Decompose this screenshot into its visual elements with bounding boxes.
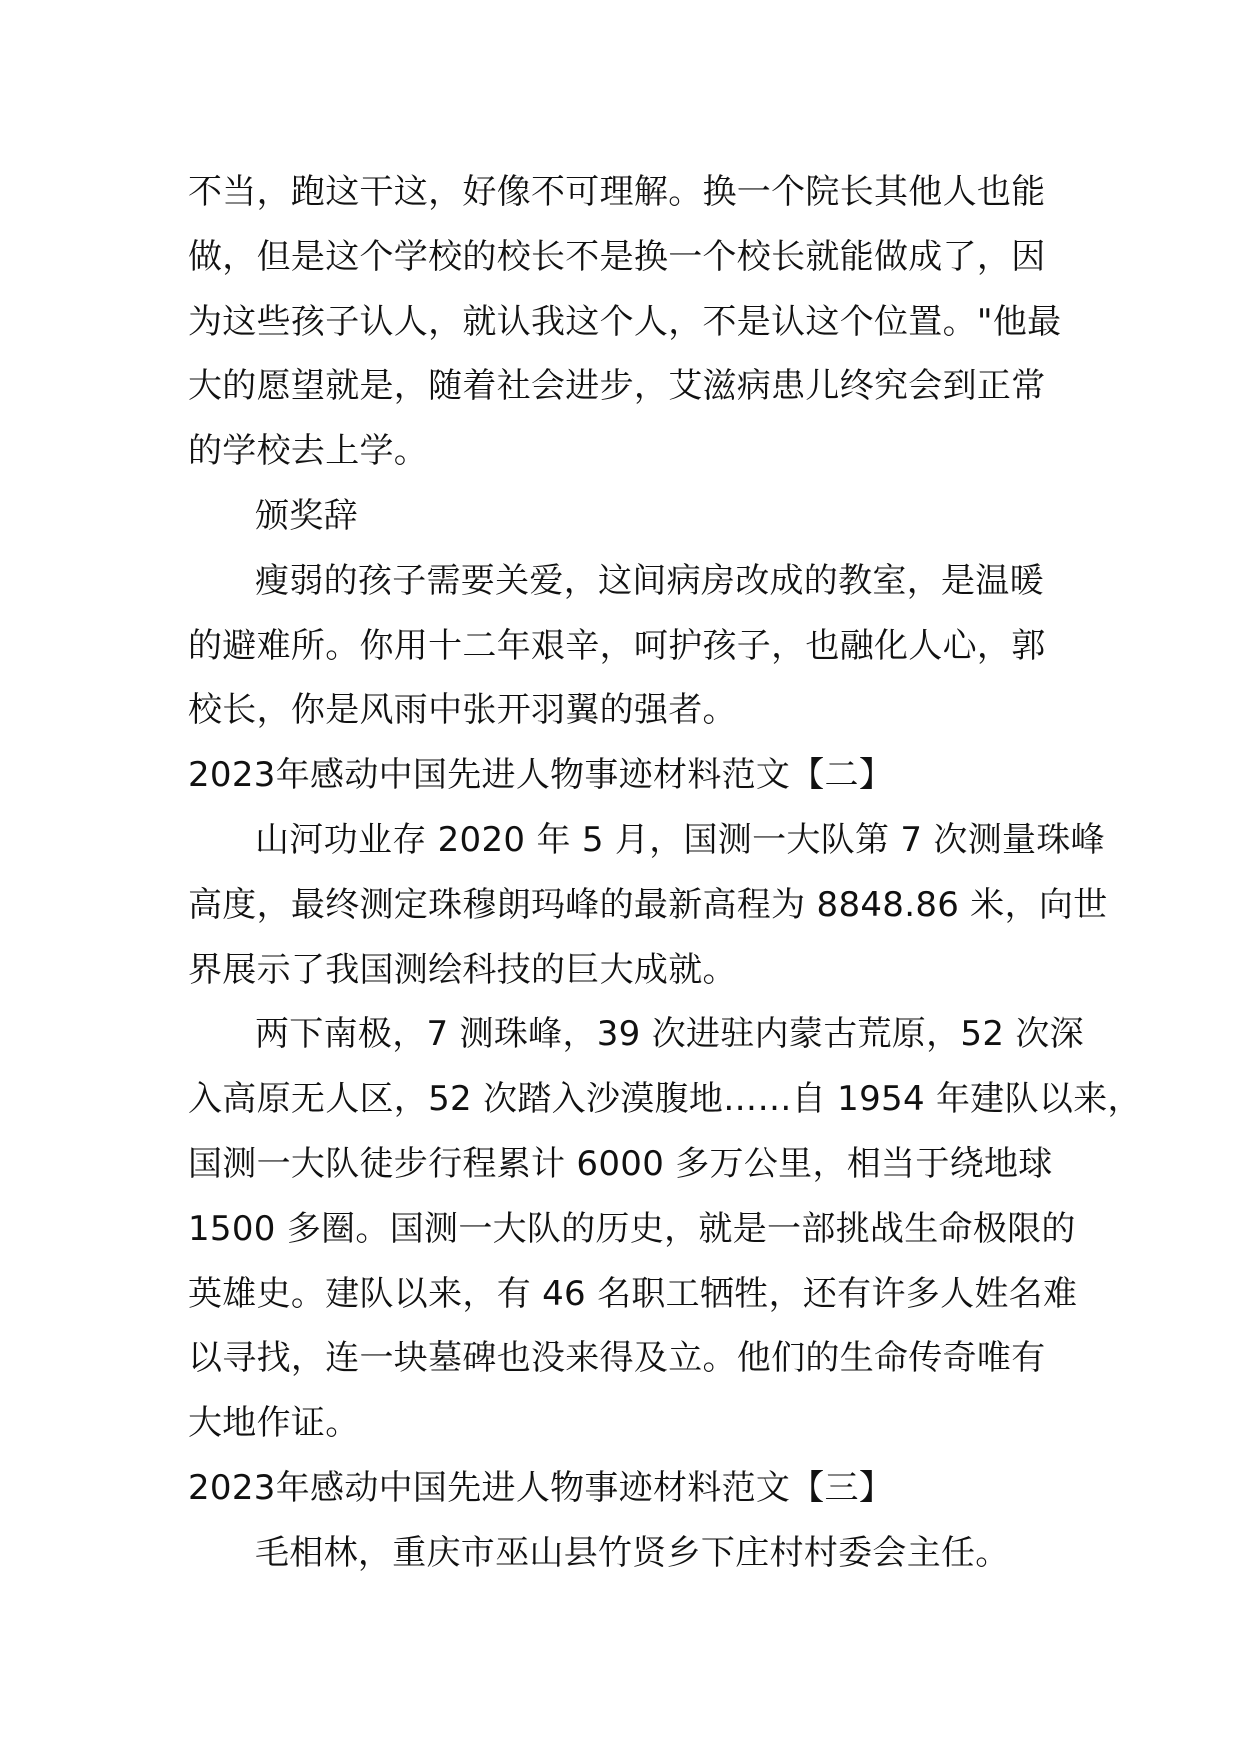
text-line: 大的愿望就是，随着社会进步，艾滋病患儿终究会到正常 (188, 366, 1046, 407)
document-body (188, 160, 1142, 1586)
text-line: 两下南极，7 测珠峰，39 次进驻内蒙古荒原，52 次深 (255, 1014, 1084, 1055)
text-line: 以寻找，连一块墓碑也没来得及立。他们的生命传奇唯有 (188, 1338, 1046, 1379)
text-line: 做，但是这个学校的校长不是换一个校长就能做成了，因 (188, 236, 1046, 277)
text-line: 为这些孩子认人，就认我这个人，不是认这个位置。"他最 (188, 301, 1062, 342)
text-line: 英雄史。建队以来，有 46 名职工牺牲，还有许多人姓名难 (188, 1273, 1078, 1314)
text-line: 校长，你是风雨中张开羽翼的强者。 (188, 690, 737, 731)
text-line: 毛相林，重庆市巫山县竹贤乡下庄村村委会主任。 (255, 1532, 1010, 1573)
text-line: 山河功业存 2020 年 5 月，国测一大队第 7 次测量珠峰 (255, 819, 1105, 860)
text-line: 不当，跑这干这，好像不可理解。换一个院长其他人也能 (188, 172, 1046, 212)
text-line: 高度，最终测定珠穆朗玛峰的最新高程为 8848.86 米，向世 (188, 884, 1108, 925)
text-line: 国测一大队徒步行程累计 6000 多万公里，相当于绕地球 (188, 1143, 1053, 1184)
text-line: 大地作证。 (188, 1403, 360, 1444)
text-line: 界展示了我国测绘科技的巨大成就。 (188, 949, 737, 990)
text-line: 入高原无人区，52 次踏入沙漠腹地……自 1954 年建队以来， (188, 1079, 1142, 1120)
text-line: 的避难所。你用十二年艰辛，呵护孩子，也融化人心，郭 (188, 625, 1046, 666)
section-label-award: 颁奖辞 (255, 495, 358, 536)
text-line: 的学校去上学。 (188, 431, 429, 472)
section-heading-3: 2023年感动中国先进人物事迹材料范文【三】 (188, 1467, 894, 1508)
text-line: 瘦弱的孩子需要关爱，这间病房改成的教室，是温暖 (255, 560, 1044, 601)
text-line: 1500 多圈。国测一大队的历史，就是一部挑战生命极限的 (188, 1208, 1076, 1249)
section-heading-2: 2023年感动中国先进人物事迹材料范文【二】 (188, 755, 894, 796)
